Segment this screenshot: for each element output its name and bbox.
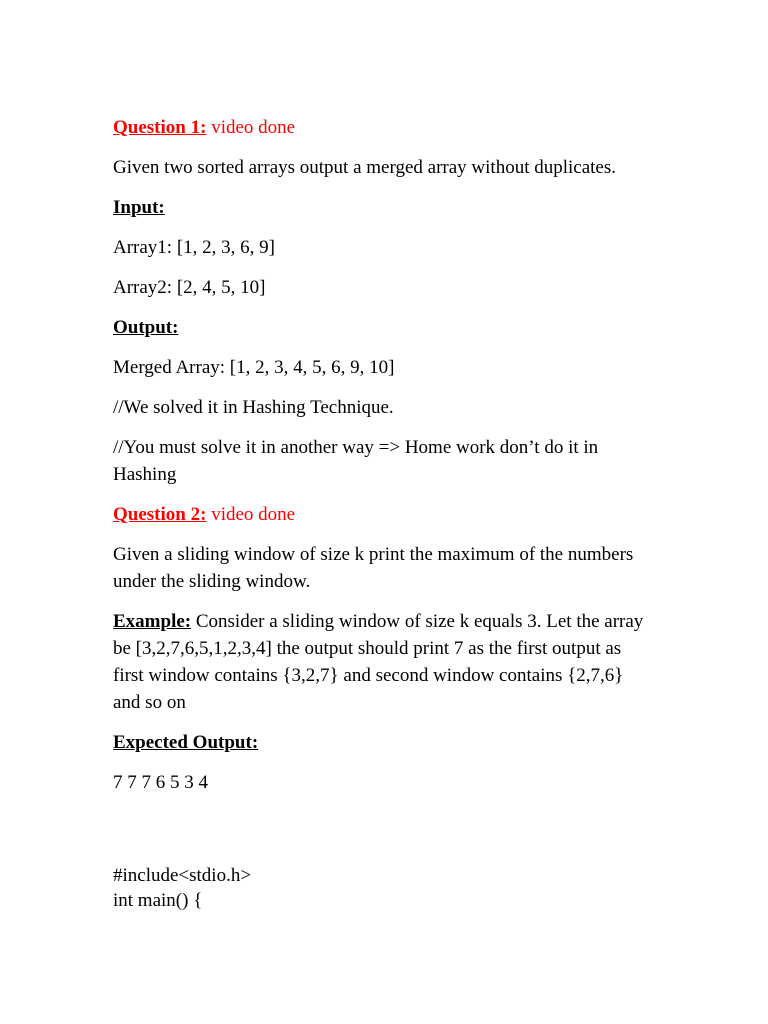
input-label: Input: [113,197,165,218]
code-main-line: int main() { [113,890,203,911]
example-label: Example: [113,611,192,632]
array1-line: Array1: [1, 2, 3, 6, 9] [113,237,275,258]
document-page [113,114,653,913]
question-2-statement: Given a sliding window of size k print the maximum of the numbers under the sliding window. [113,544,634,592]
output-heading [113,314,653,341]
input-heading [113,194,653,221]
question-1-statement: Given two sorted arrays output a merged array without duplicates. [113,157,617,178]
question-1-status: video done [206,117,296,138]
expected-output-value: 7 7 7 6 5 3 4 [113,772,208,793]
code-include-line: #include<stdio.h> [113,865,252,886]
question-2-status: video done [206,504,296,525]
example-paragraph [113,608,653,716]
question-1-label: Question 1: [113,117,207,138]
merged-array-line: Merged Array: [1, 2, 3, 4, 5, 6, 9, 10] [113,357,395,378]
array2-line: Array2: [2, 4, 5, 10] [113,277,266,298]
question-1-heading [113,114,653,141]
hashing-note: //We solved it in Hashing Technique. [113,397,394,418]
question-2-heading [113,501,653,528]
output-label: Output: [113,317,179,338]
question-2-label: Question 2: [113,504,207,525]
blank-space [113,809,653,863]
expected-output-heading [113,729,653,756]
expected-output-label: Expected Output: [113,732,259,753]
homework-note: //You must solve it in another way => Home work don’t do it in Hashing [113,437,599,485]
example-text: Consider a sliding window of size k equals 3. Let the array be [3,2,7,6,5,1,2,3,4] the output should print 7 as the first output as first window contains {3,2,7} and second window contains {2,7,6} and so on [113,611,644,713]
